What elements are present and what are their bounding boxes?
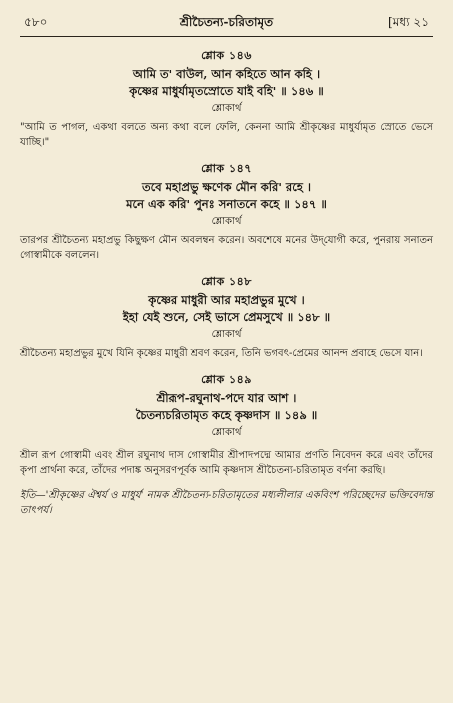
- verse-148: [20, 273, 433, 361]
- section-label: [মধ্য ২১: [388, 15, 429, 29]
- translation-label: শ্লোকার্থ: [211, 103, 242, 114]
- verse-line: কৃষ্ণের মাধুর্যামৃতস্রোতে যাই বহি' ॥ ১৪৬ ॥: [129, 84, 324, 98]
- translation-text: "আমি ত পাগল, একথা বলতে অন্য কথা বলে ফেলি, কেননা আমি শ্রীকৃষ্ণের মাধুর্যামৃত স্রোতে ভেসে যাচ্ছি।": [20, 122, 433, 148]
- book-title: শ্রীচৈতন্য-চরিতামৃত: [179, 15, 274, 29]
- translation-label: শ্লোকার্থ: [211, 216, 242, 227]
- verse-line: শ্রীরূপ-রঘুনাথ-পদে যার আশ ।: [156, 391, 297, 405]
- verse-line: তবে মহাপ্রভু ক্ষণেক মৌন করি' রহে ।: [141, 180, 311, 194]
- verse-146: [20, 47, 433, 150]
- verse-heading: শ্লোক ১৪৭: [201, 162, 252, 175]
- verse-147: [20, 160, 433, 263]
- translation-text: শ্রীচৈতন্য মহাপ্রভুর মুখে যিনি কৃষ্ণের মাধুরী শ্রবণ করেন, তিনি ভগবৎ-প্রেমের আনন্দ প্রবাহে ভেসে যান।: [20, 348, 423, 359]
- translation-label: শ্লোকার্থ: [211, 427, 242, 438]
- translation-text: তারপর শ্রীচৈতন্য মহাপ্রভু কিছুক্ষণ মৌন অবলম্বন করেন। অবশেষে মনের উদ্‌যোগী করে, পুনরায় সনাতন গোস্বামীকে বললেন।: [20, 235, 433, 261]
- verse-line: ইহা যেই শুনে, সেই ভাসে প্রেমসুখে ॥ ১৪৮ ॥: [122, 310, 331, 324]
- verse-line: চৈতন্যচরিতামৃত কহে কৃষ্ণদাস ॥ ১৪৯ ॥: [135, 408, 318, 422]
- running-header: [20, 10, 433, 37]
- verse-heading: শ্লোক ১৪৬: [201, 49, 252, 62]
- page-number: ৫৮০: [24, 15, 48, 29]
- verse-149: [20, 371, 433, 478]
- verse-line: আমি ত' বাউল, আন কহিতে আন কহি ।: [132, 67, 321, 81]
- translation-text: শ্রীল রূপ গোস্বামী এবং শ্রীল রঘুনাথ দাস গোস্বামীর শ্রীপাদপদ্মে আমার প্রণতি নিবেদন করে এবং তাঁদের কৃপা প্রার্থনা করে, তাঁদের পদাঙ্ক অনুসরণপূর্বক আমি কৃষ্ণদাস শ্রীচৈতন্য-চরিতামৃত বর্ণনা করছি।: [20, 450, 433, 476]
- translation-label: শ্লোকার্থ: [211, 329, 242, 340]
- verse-heading: শ্লোক ১৪৮: [201, 275, 252, 288]
- verse-line: কৃষ্ণের মাধুরী আর মহাপ্রভুর মুখে ।: [148, 293, 305, 307]
- chapter-colophon: ইতি—'শ্রীকৃষ্ণের ঐশ্বর্য ও মাধুর্য' নামক শ্রীচৈতন্য-চরিতামৃতের মধ্যলীলার একবিংশ পরিচ্ছেদের ভক্তিবেদান্ত তাৎপর্য।: [20, 490, 433, 516]
- verse-heading: শ্লোক ১৪৯: [201, 373, 252, 386]
- verse-line: মনে এক করি' পুনঃ সনাতনে কহে ॥ ১৪৭ ॥: [126, 197, 327, 211]
